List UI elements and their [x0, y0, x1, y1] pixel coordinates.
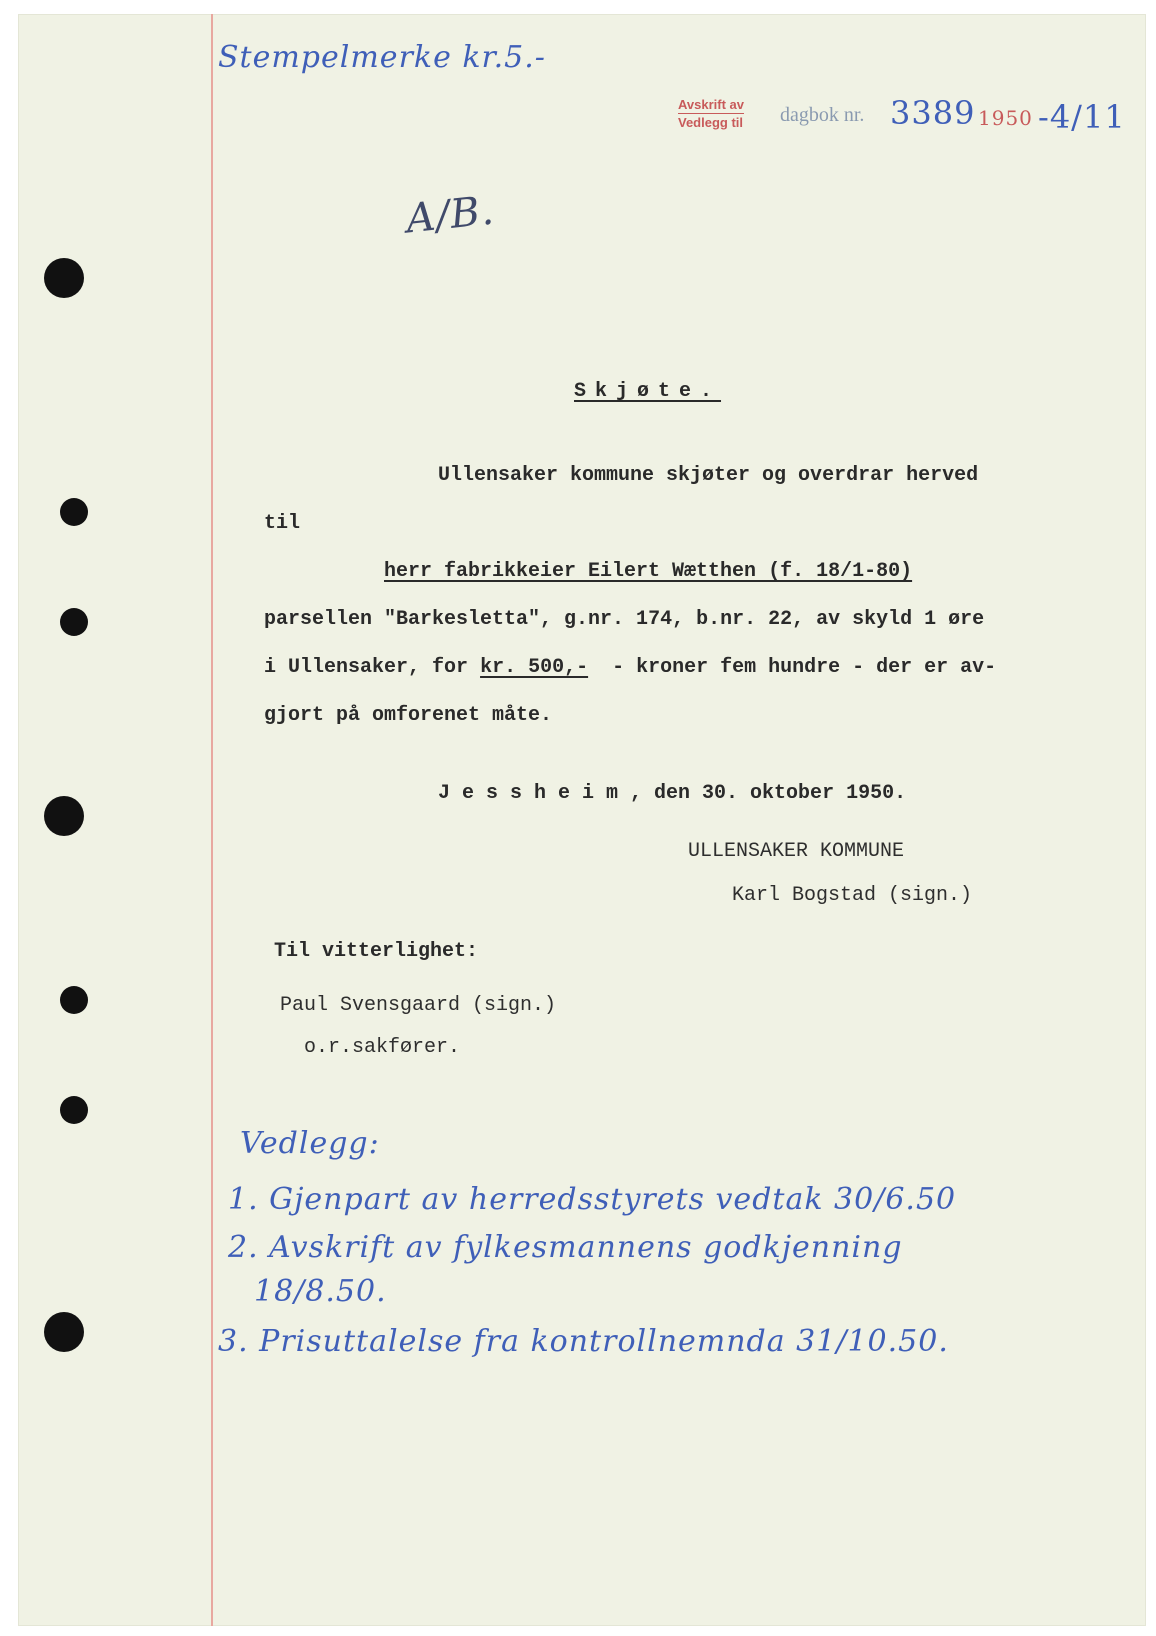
body-line-2-start: i Ullensaker, for — [264, 656, 469, 679]
recipient-line: herr fabrikkeier Eilert Wætthen (f. 18/1-80) — [384, 560, 913, 583]
attachment-item-2-date: 18/8.50. — [254, 1274, 387, 1309]
punch-hole-7 — [44, 1312, 84, 1352]
purchase-amount: kr. 500,- — [480, 656, 589, 679]
copy-stamp — [678, 96, 744, 131]
body-line-2 — [264, 656, 996, 679]
intro-til: til — [264, 512, 301, 535]
witness-name: Paul Svensgaard (sign.) — [280, 994, 557, 1017]
attachment-item-2: 2. Avskrift av fylkesmannens godkjenning — [228, 1230, 903, 1265]
punch-hole-1 — [44, 258, 84, 298]
attachment-item-1: 1. Gjenpart av herredsstyrets vedtak 30/6.50 — [228, 1182, 957, 1217]
witness-title: o.r.sakfører. — [304, 1036, 461, 1059]
stamp-line-1: Avskrift av — [678, 97, 744, 112]
intro-line: Ullensaker kommune skjøter og overdrar herved — [438, 464, 979, 487]
punch-hole-2 — [60, 498, 88, 526]
document-title: Skjøte. — [574, 380, 722, 403]
body-line-1: parsellen "Barkesletta", g.nr. 174, b.nr. 22, av skyld 1 øre — [264, 608, 985, 631]
dagbok-label: dagbok nr. — [780, 104, 865, 126]
body-line-2-end: - kroner fem hundre - der er av- — [600, 656, 997, 679]
document-page — [18, 14, 1146, 1626]
punch-hole-6 — [60, 1096, 88, 1124]
place-date: J e s s h e i m , den 30. oktober 1950. — [438, 782, 907, 805]
witness-heading: Til vitterlighet: — [274, 940, 479, 963]
punch-hole-5 — [60, 986, 88, 1014]
signatory: Karl Bogstad (sign.) — [732, 884, 973, 907]
punch-hole-3 — [60, 608, 88, 636]
body-line-3: gjort på omforenet måte. — [264, 704, 553, 727]
dagbok-date: -4/11 — [1038, 98, 1126, 136]
attachments-heading: Vedlegg: — [240, 1126, 380, 1161]
margin-rule — [211, 14, 213, 1626]
stamp-duty-note: Stempelmerke kr.5.- — [218, 40, 546, 75]
attachment-item-3: 3. Prisuttalelse fra kontrollnemnda 31/10.50. — [218, 1324, 949, 1359]
stamp-line-2: Vedlegg til — [678, 115, 744, 130]
dagbok-number: 3389 — [890, 94, 976, 132]
punch-hole-4 — [44, 796, 84, 836]
dagbok-year: 1950 — [978, 106, 1033, 130]
issuing-organization: ULLENSAKER KOMMUNE — [688, 840, 905, 863]
margin-annotation: A/B. — [403, 187, 497, 243]
